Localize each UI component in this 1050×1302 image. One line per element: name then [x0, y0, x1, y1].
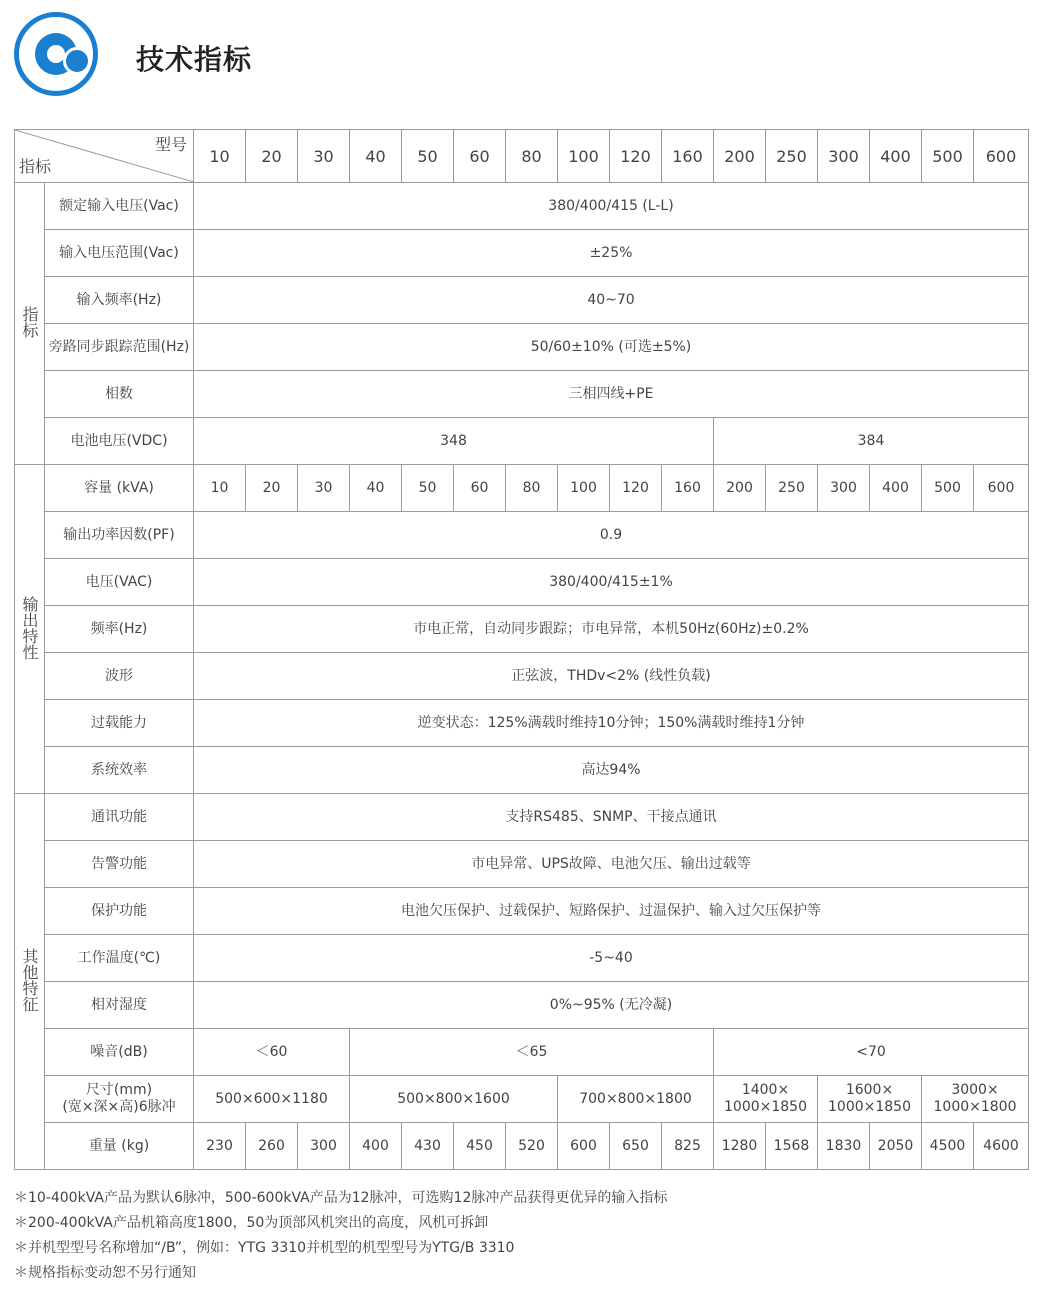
capacity-cell: 10 — [194, 465, 246, 512]
table-row — [15, 1123, 1029, 1170]
weight-cell: 825 — [662, 1123, 714, 1170]
row-label: 容量 (kVA) — [45, 465, 194, 512]
row-label: 保护功能 — [45, 888, 194, 935]
row-label: 重量 (kg) — [45, 1123, 194, 1170]
table-row — [15, 512, 1029, 559]
table-row — [15, 324, 1029, 371]
footnote: ＊并机型型号名称增加“/B”，例如：YTG 3310并机型的机型型号为YTG/B 3310 — [14, 1240, 515, 1256]
row-value: 市电正常，自动同步跟踪；市电异常，本机50Hz(60Hz)±0.2% — [194, 606, 1029, 653]
row-value: 电池欠压保护、过载保护、短路保护、过温保护、输入过欠压保护等 — [194, 888, 1029, 935]
capacity-cell: 250 — [766, 465, 818, 512]
capacity-cell: 80 — [506, 465, 558, 512]
header-row — [15, 130, 1029, 183]
capacity-cell: 200 — [714, 465, 766, 512]
table-row — [15, 418, 1029, 465]
group-label-other: 其他特征 — [15, 794, 45, 1170]
capacity-cell: 40 — [350, 465, 402, 512]
capacity-cell: 400 — [870, 465, 922, 512]
footnote: ＊规格指标变动恕不另行通知 — [14, 1265, 196, 1281]
spec-table — [14, 129, 1029, 1170]
model-header: 300 — [818, 130, 870, 183]
row-value: 380/400/415 (L-L) — [194, 183, 1029, 230]
row-value: 三相四线+PE — [194, 371, 1029, 418]
row-label: 相对湿度 — [45, 982, 194, 1029]
table-row — [15, 1076, 1029, 1123]
row-value: 正弦波，THDv<2% (线性负载) — [194, 653, 1029, 700]
weight-cell: 600 — [558, 1123, 610, 1170]
table-row — [15, 935, 1029, 982]
row-value: 0%~95% (无冷凝) — [194, 982, 1029, 1029]
weight-cell: 520 — [506, 1123, 558, 1170]
corner-label-spec: 指标 — [19, 157, 52, 176]
row-label — [45, 1076, 194, 1123]
row-value: -5~40 — [194, 935, 1029, 982]
noise-value: ＜60 — [194, 1029, 350, 1076]
model-header: 160 — [662, 130, 714, 183]
weight-cell: 1830 — [818, 1123, 870, 1170]
weight-cell: 230 — [194, 1123, 246, 1170]
capacity-cell: 60 — [454, 465, 506, 512]
table-row — [15, 747, 1029, 794]
capacity-cell: 500 — [922, 465, 974, 512]
model-header: 80 — [506, 130, 558, 183]
model-header: 600 — [974, 130, 1029, 183]
table-row — [15, 559, 1029, 606]
size-label-line: (宽×深×高)6脉冲 — [62, 1099, 176, 1115]
row-value: 380/400/415±1% — [194, 559, 1029, 606]
table-row — [15, 277, 1029, 324]
model-header: 60 — [454, 130, 506, 183]
row-label: 电池电压(VDC) — [45, 418, 194, 465]
size-value: 500×600×1180 — [194, 1076, 350, 1123]
footnote: ＊200-400kVA产品机箱高度1800，50为顶部风机突出的高度，风机可拆卸 — [14, 1215, 489, 1231]
weight-cell: 650 — [610, 1123, 662, 1170]
weight-cell: 2050 — [870, 1123, 922, 1170]
model-header: 200 — [714, 130, 766, 183]
row-label: 噪音(dB) — [45, 1029, 194, 1076]
capacity-cell: 120 — [610, 465, 662, 512]
weight-cell: 450 — [454, 1123, 506, 1170]
corner-label-model: 型号 — [154, 135, 187, 154]
weight-cell: 1568 — [766, 1123, 818, 1170]
row-label: 告警功能 — [45, 841, 194, 888]
row-value: 市电异常、UPS故障、电池欠压、输出过载等 — [194, 841, 1029, 888]
battery-voltage-low: 348 — [194, 418, 714, 465]
model-header: 500 — [922, 130, 974, 183]
model-header: 50 — [402, 130, 454, 183]
model-header: 10 — [194, 130, 246, 183]
footnote: ＊10-400kVA产品为默认6脉冲，500-600kVA产品为12脉冲，可选购12脉冲产品获得更优异的输入指标 — [14, 1190, 668, 1206]
row-label: 波形 — [45, 653, 194, 700]
row-value: 高达94% — [194, 747, 1029, 794]
row-label: 通讯功能 — [45, 794, 194, 841]
table-row — [15, 794, 1029, 841]
row-value: 50/60±10% (可选±5%) — [194, 324, 1029, 371]
group-label-input: 指标 — [15, 183, 45, 465]
row-label: 相数 — [45, 371, 194, 418]
capacity-cell: 20 — [246, 465, 298, 512]
corner-cell — [15, 130, 194, 183]
row-value: 40~70 — [194, 277, 1029, 324]
table-row — [15, 700, 1029, 747]
table-row — [15, 841, 1029, 888]
noise-value: <70 — [714, 1029, 1029, 1076]
row-value: ±25% — [194, 230, 1029, 277]
weight-cell: 260 — [246, 1123, 298, 1170]
capacity-cell: 100 — [558, 465, 610, 512]
row-label: 输入电压范围(Vac) — [45, 230, 194, 277]
noise-value: ＜65 — [350, 1029, 714, 1076]
table-row — [15, 653, 1029, 700]
table-row — [15, 183, 1029, 230]
gear-tablet-icon — [14, 12, 98, 96]
page-title: 技术指标 — [136, 43, 253, 76]
footnotes — [14, 1186, 667, 1286]
table-row — [15, 982, 1029, 1029]
size-value: 500×800×1600 — [350, 1076, 558, 1123]
row-label: 系统效率 — [45, 747, 194, 794]
model-header: 40 — [350, 130, 402, 183]
model-header: 30 — [298, 130, 350, 183]
row-label: 过载能力 — [45, 700, 194, 747]
row-label: 额定输入电压(Vac) — [45, 183, 194, 230]
row-value: 0.9 — [194, 512, 1029, 559]
table-row — [15, 606, 1029, 653]
model-header: 20 — [246, 130, 298, 183]
model-header: 100 — [558, 130, 610, 183]
group-label-output: 输出特性 — [15, 465, 45, 794]
row-label: 工作温度(℃) — [45, 935, 194, 982]
table-row — [15, 230, 1029, 277]
row-label: 旁路同步跟踪范围(Hz) — [45, 324, 194, 371]
weight-cell: 4500 — [922, 1123, 974, 1170]
model-header: 250 — [766, 130, 818, 183]
weight-cell: 430 — [402, 1123, 454, 1170]
table-row — [15, 465, 1029, 512]
size-value: 700×800×1800 — [558, 1076, 714, 1123]
table-row — [15, 1029, 1029, 1076]
capacity-cell: 600 — [974, 465, 1029, 512]
table-row — [15, 371, 1029, 418]
weight-cell: 300 — [298, 1123, 350, 1170]
weight-cell: 1280 — [714, 1123, 766, 1170]
weight-cell: 4600 — [974, 1123, 1029, 1170]
battery-voltage-high: 384 — [714, 418, 1029, 465]
size-value: 3000× 1000×1800 — [922, 1076, 1029, 1123]
row-label: 输出功率因数(PF) — [45, 512, 194, 559]
row-value: 逆变状态：125%满载时维持10分钟；150%满载时维持1分钟 — [194, 700, 1029, 747]
weight-cell: 400 — [350, 1123, 402, 1170]
model-header: 120 — [610, 130, 662, 183]
row-value: 支持RS485、SNMP、干接点通讯 — [194, 794, 1029, 841]
size-label-line: 尺寸(mm) — [85, 1082, 153, 1098]
capacity-cell: 50 — [402, 465, 454, 512]
row-label: 电压(VAC) — [45, 559, 194, 606]
model-header: 400 — [870, 130, 922, 183]
table-row — [15, 888, 1029, 935]
size-value: 1600× 1000×1850 — [818, 1076, 922, 1123]
row-label: 输入频率(Hz) — [45, 277, 194, 324]
row-label: 频率(Hz) — [45, 606, 194, 653]
capacity-cell: 160 — [662, 465, 714, 512]
size-value: 1400× 1000×1850 — [714, 1076, 818, 1123]
capacity-cell: 30 — [298, 465, 350, 512]
capacity-cell: 300 — [818, 465, 870, 512]
